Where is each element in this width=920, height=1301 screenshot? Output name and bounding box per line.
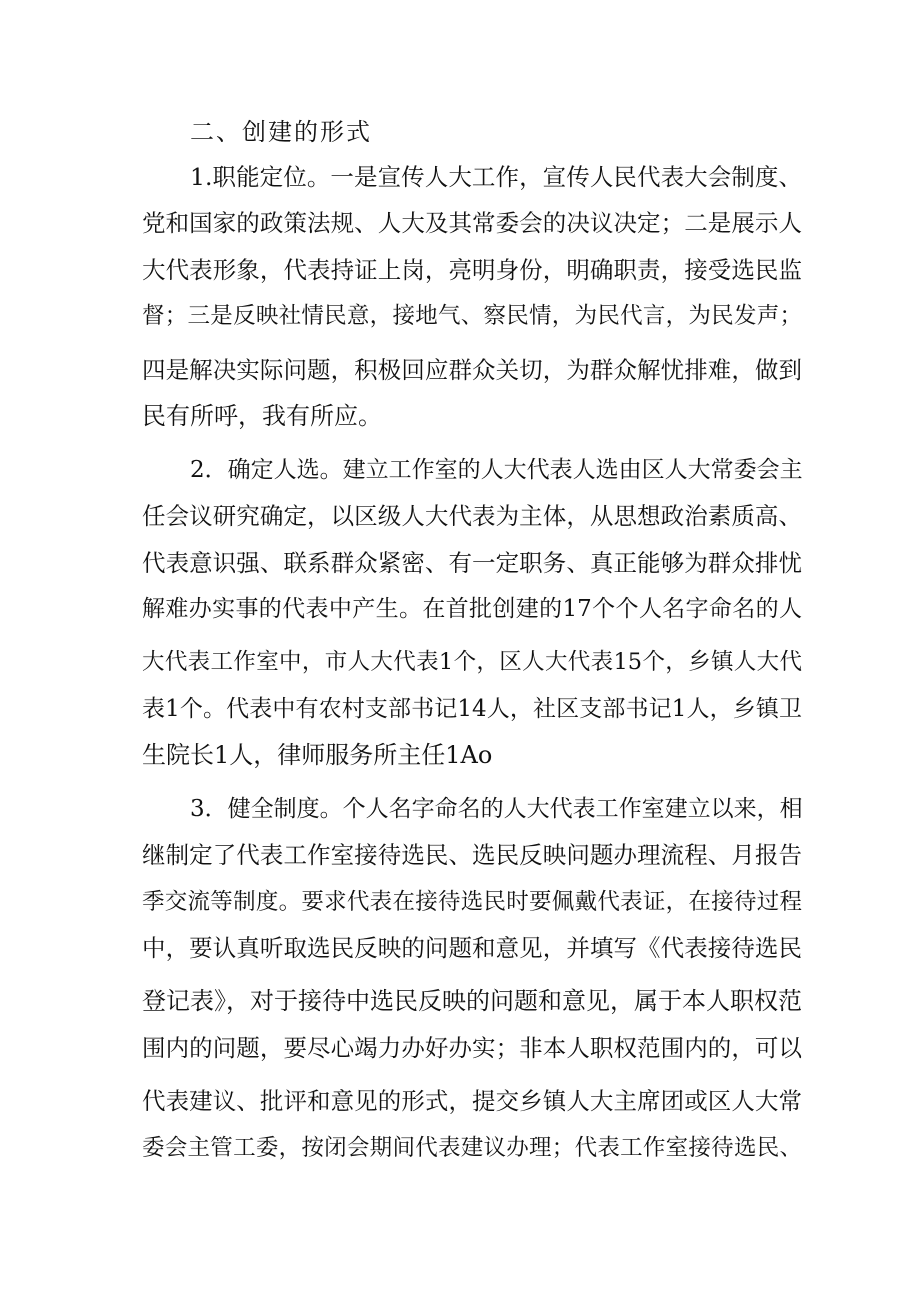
paragraph-2-line-3: 代表意识强、联系群众紧密、有一定职务、真正能够为群众排忧 (142, 549, 802, 577)
paragraph-3-line-2: 继制定了代表工作室接待选民、选民反映问题办理流程、月报告 (142, 841, 802, 869)
paragraph-3-line-8: 委会主管工委，按闭会期间代表建议办理；代表工作室接待选民、 (142, 1135, 802, 1161)
paragraph-2-line-2: 任会议研究确定，以区级人大代表为主体，从思想政治素质高、 (142, 502, 802, 530)
paragraph-2-line-6: 表1个。代表中有农村支部书记14人，社区支部书记1人，乡镇卫 (142, 696, 802, 722)
paragraph-1-line-1: 1.职能定位。一是宣传人大工作，宣传人民代表大会制度、 (190, 163, 802, 191)
paragraph-2-line-1: 2．确定人选。建立工作室的人大代表人选由区人大常委会主 (190, 457, 803, 483)
paragraph-1-line-5: 四是解决实际问题，积极回应群众关切，为群众解忧排难，做到 (142, 356, 802, 384)
paragraph-2-line-4: 解难办实事的代表中产生。在首批创建的17个个人名字命名的人 (142, 596, 802, 622)
paragraph-1-line-2: 党和国家的政策法规、人大及其常委会的决议决定；二是展示人 (142, 209, 802, 237)
paragraph-2-line-5: 大代表工作室中，市人大代表1个，区人大代表15个，乡镇人大代 (142, 649, 802, 675)
paragraph-1-line-3: 大代表形象，代表持证上岗，亮明身份，明确职责，接受选民监 (142, 256, 802, 284)
paragraph-3-line-1: 3．健全制度。个人名字命名的人大代表工作室建立以来，相 (190, 796, 803, 822)
paragraph-3-line-3: 季交流等制度。要求代表在接待选民时要佩戴代表证，在接待过程 (142, 889, 802, 915)
paragraph-1-line-4: 督；三是反映社情民意，接地气、察民情，为民代言，为民发声； (142, 303, 802, 329)
section-heading: 二、创建的形式 (190, 118, 372, 146)
paragraph-3-line-5: 登记表》，对于接待中选民反映的问题和意见，属于本人职权范 (142, 987, 802, 1015)
paragraph-1-line-6: 民有所呼，我有所应。 (142, 402, 382, 430)
paragraph-3-line-7: 代表建议、批评和意见的形式，提交乡镇人大主席团或区人大常 (142, 1087, 802, 1115)
paragraph-3-line-6: 围内的问题，要尽心竭力办好办实；非本人职权范围内的，可以 (142, 1034, 802, 1062)
paragraph-3-line-4: 中，要认真听取选民反映的问题和意见，并填写《代表接待选民 (142, 934, 802, 962)
paragraph-2-line-7: 生院长1人，律师服务所主任1Ao (142, 741, 493, 769)
